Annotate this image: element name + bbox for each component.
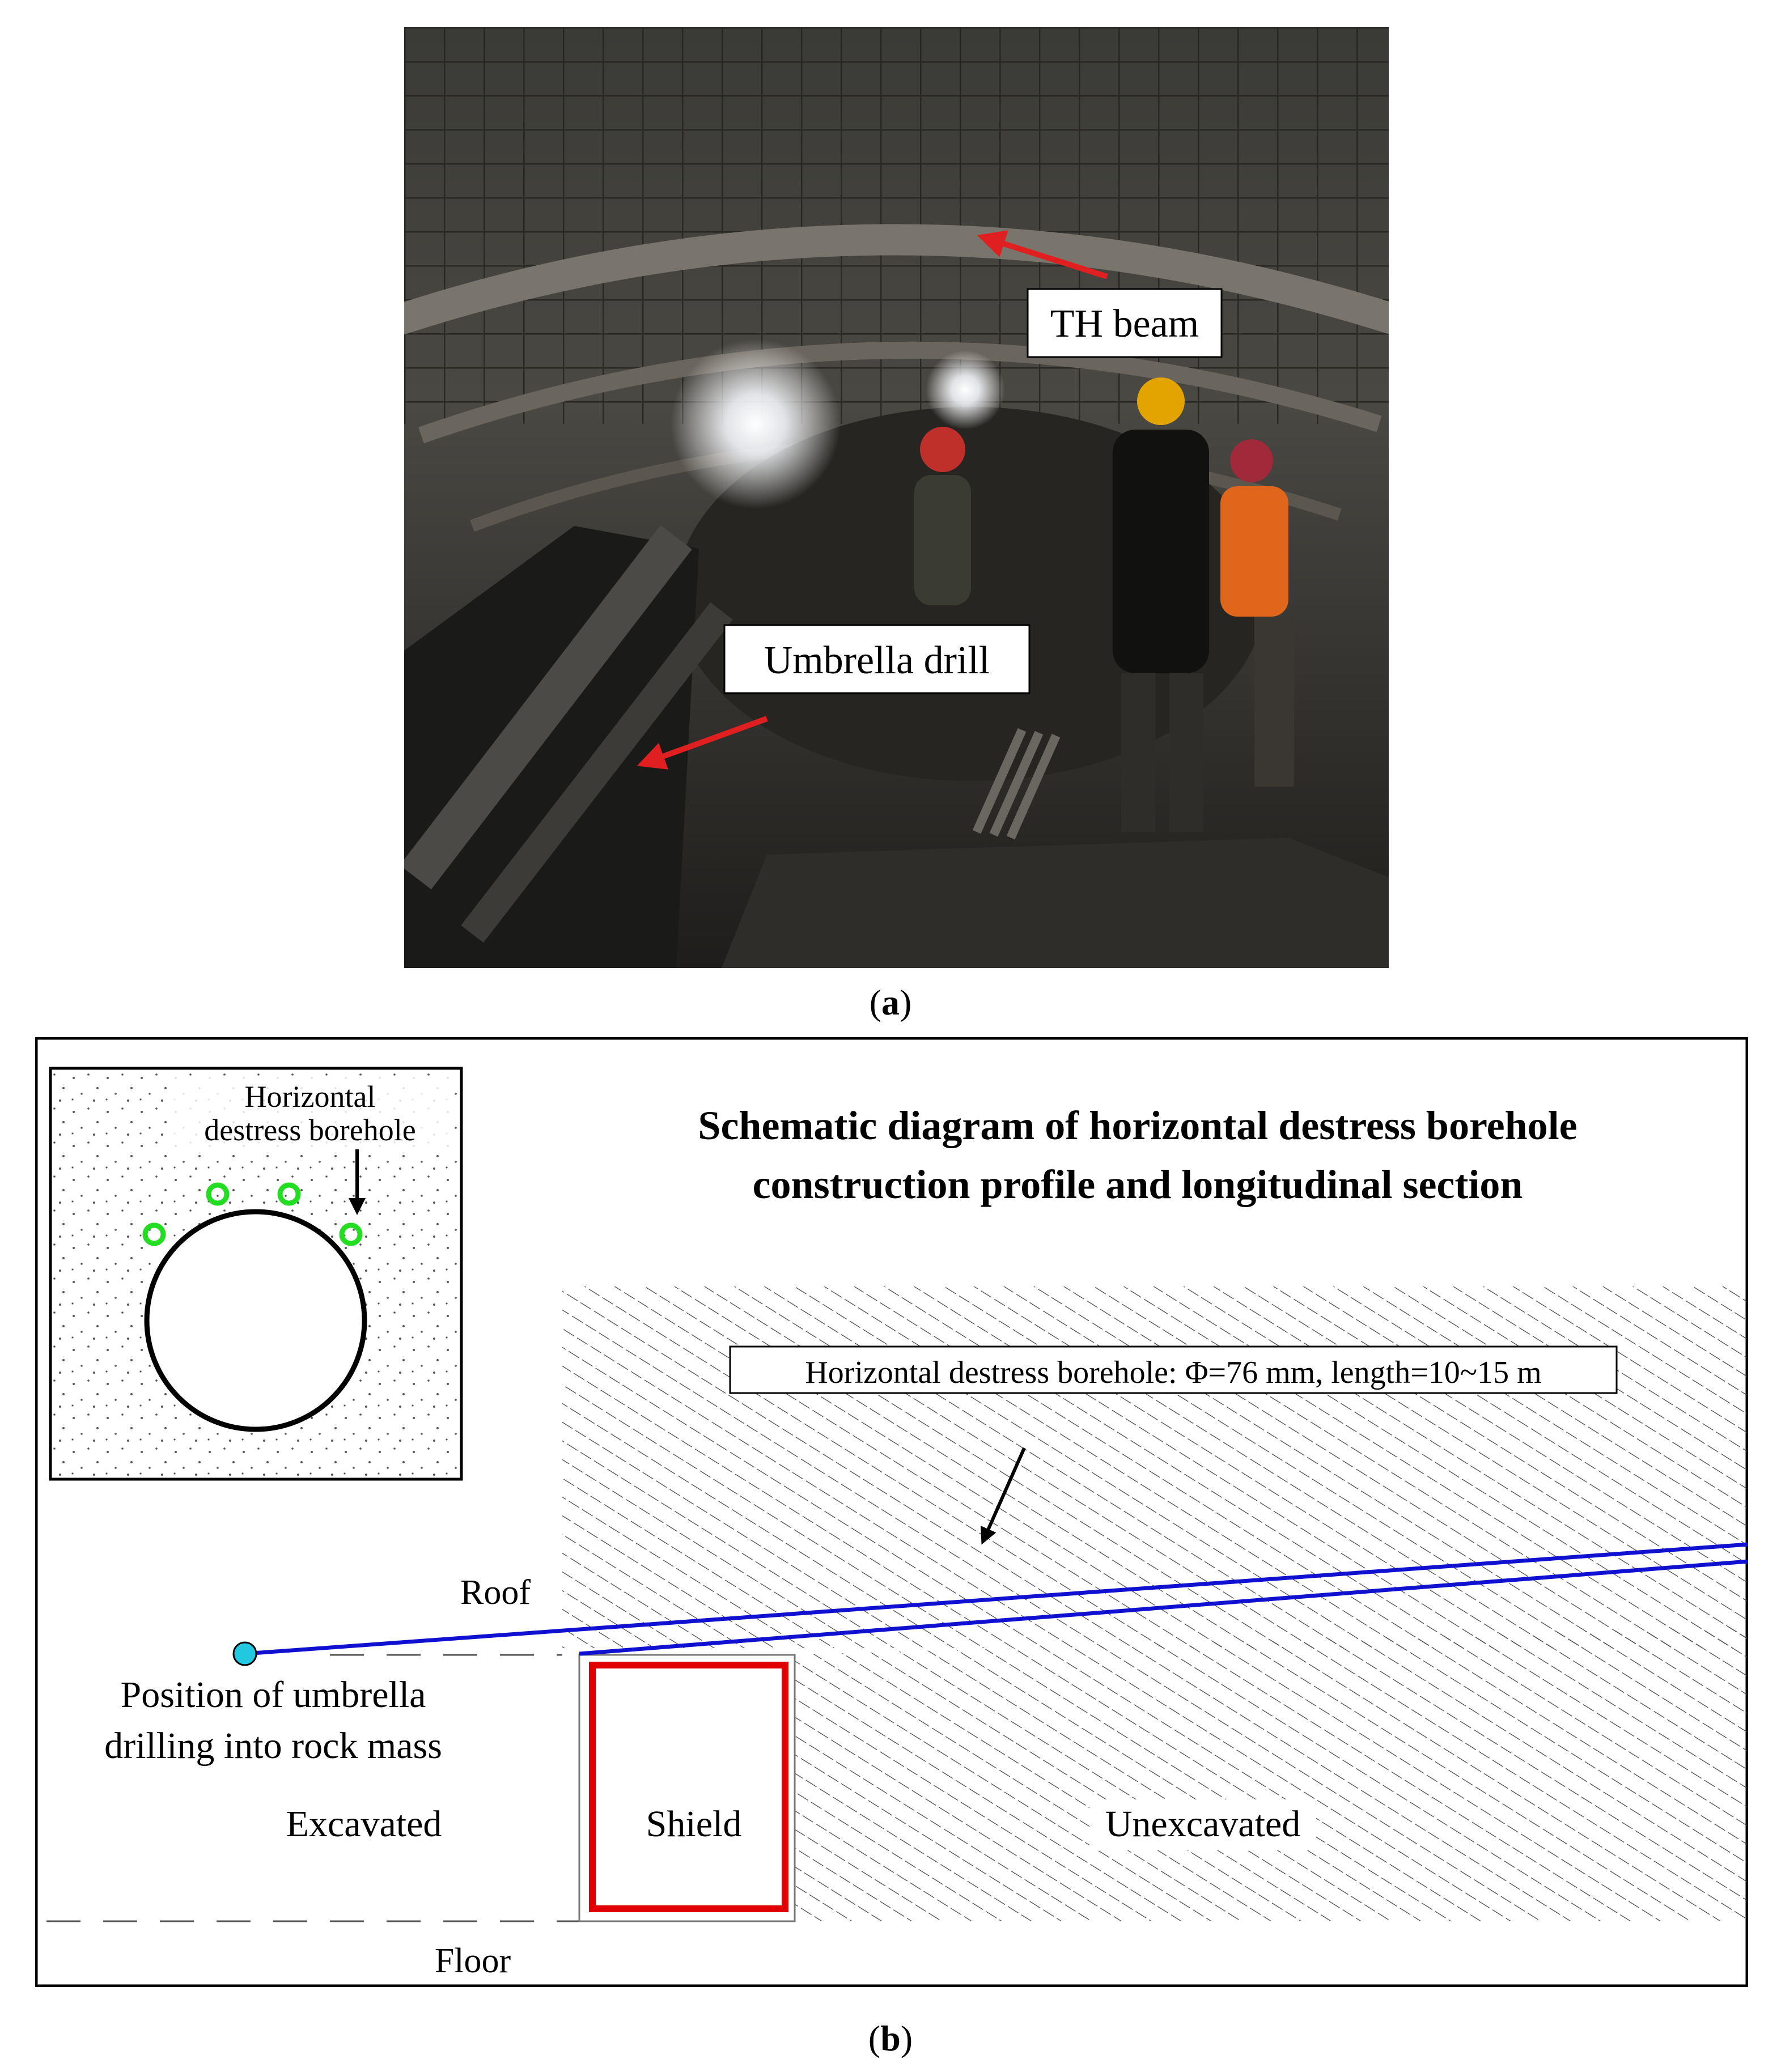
inset-label-line1: Horizontal: [244, 1080, 376, 1114]
caption-a-letter: a: [881, 982, 900, 1022]
drilling-start-point: [234, 1642, 256, 1665]
worker-1: [914, 427, 971, 605]
inset-label-line2: destress borehole: [204, 1113, 416, 1147]
floor-platform: [722, 838, 1389, 968]
borehole-spec-label: Horizontal destress borehole: Φ=76 mm, length=10~15 m: [805, 1355, 1542, 1390]
diagram-title-line2: construction profile and longitudinal section: [752, 1162, 1523, 1207]
floor-label: Floor: [434, 1942, 511, 1980]
schematic-diagram: [35, 1037, 1748, 1987]
shield-support: [592, 1665, 785, 1909]
caption-a: (a): [869, 982, 912, 1022]
drilling-position-line2: drilling into rock mass: [104, 1725, 442, 1767]
caption-b-letter: b: [880, 2018, 901, 2058]
caption-b: (b): [868, 2018, 913, 2058]
work-lamp-2: [926, 350, 1005, 430]
drilling-position-line1: Position of umbrella: [120, 1674, 426, 1716]
diagram-title-line1: Schematic diagram of horizontal destress borehole: [698, 1103, 1578, 1148]
shield-label: Shield: [646, 1803, 742, 1845]
work-lamp: [671, 339, 841, 509]
tunnel-cross-section: [147, 1212, 364, 1429]
rock-mass-upper: [562, 1286, 1747, 1648]
tunnel-photo: [404, 27, 1389, 968]
excavated-label: Excavated: [286, 1803, 442, 1845]
umbrella-drill-label: Umbrella drill: [764, 639, 990, 682]
rock-mass-unexcavated: [789, 1627, 1747, 1921]
unexcavated-label: Unexcavated: [1105, 1803, 1301, 1845]
roof-label: Roof: [460, 1573, 531, 1612]
th-beam-label: TH beam: [1050, 302, 1199, 346]
